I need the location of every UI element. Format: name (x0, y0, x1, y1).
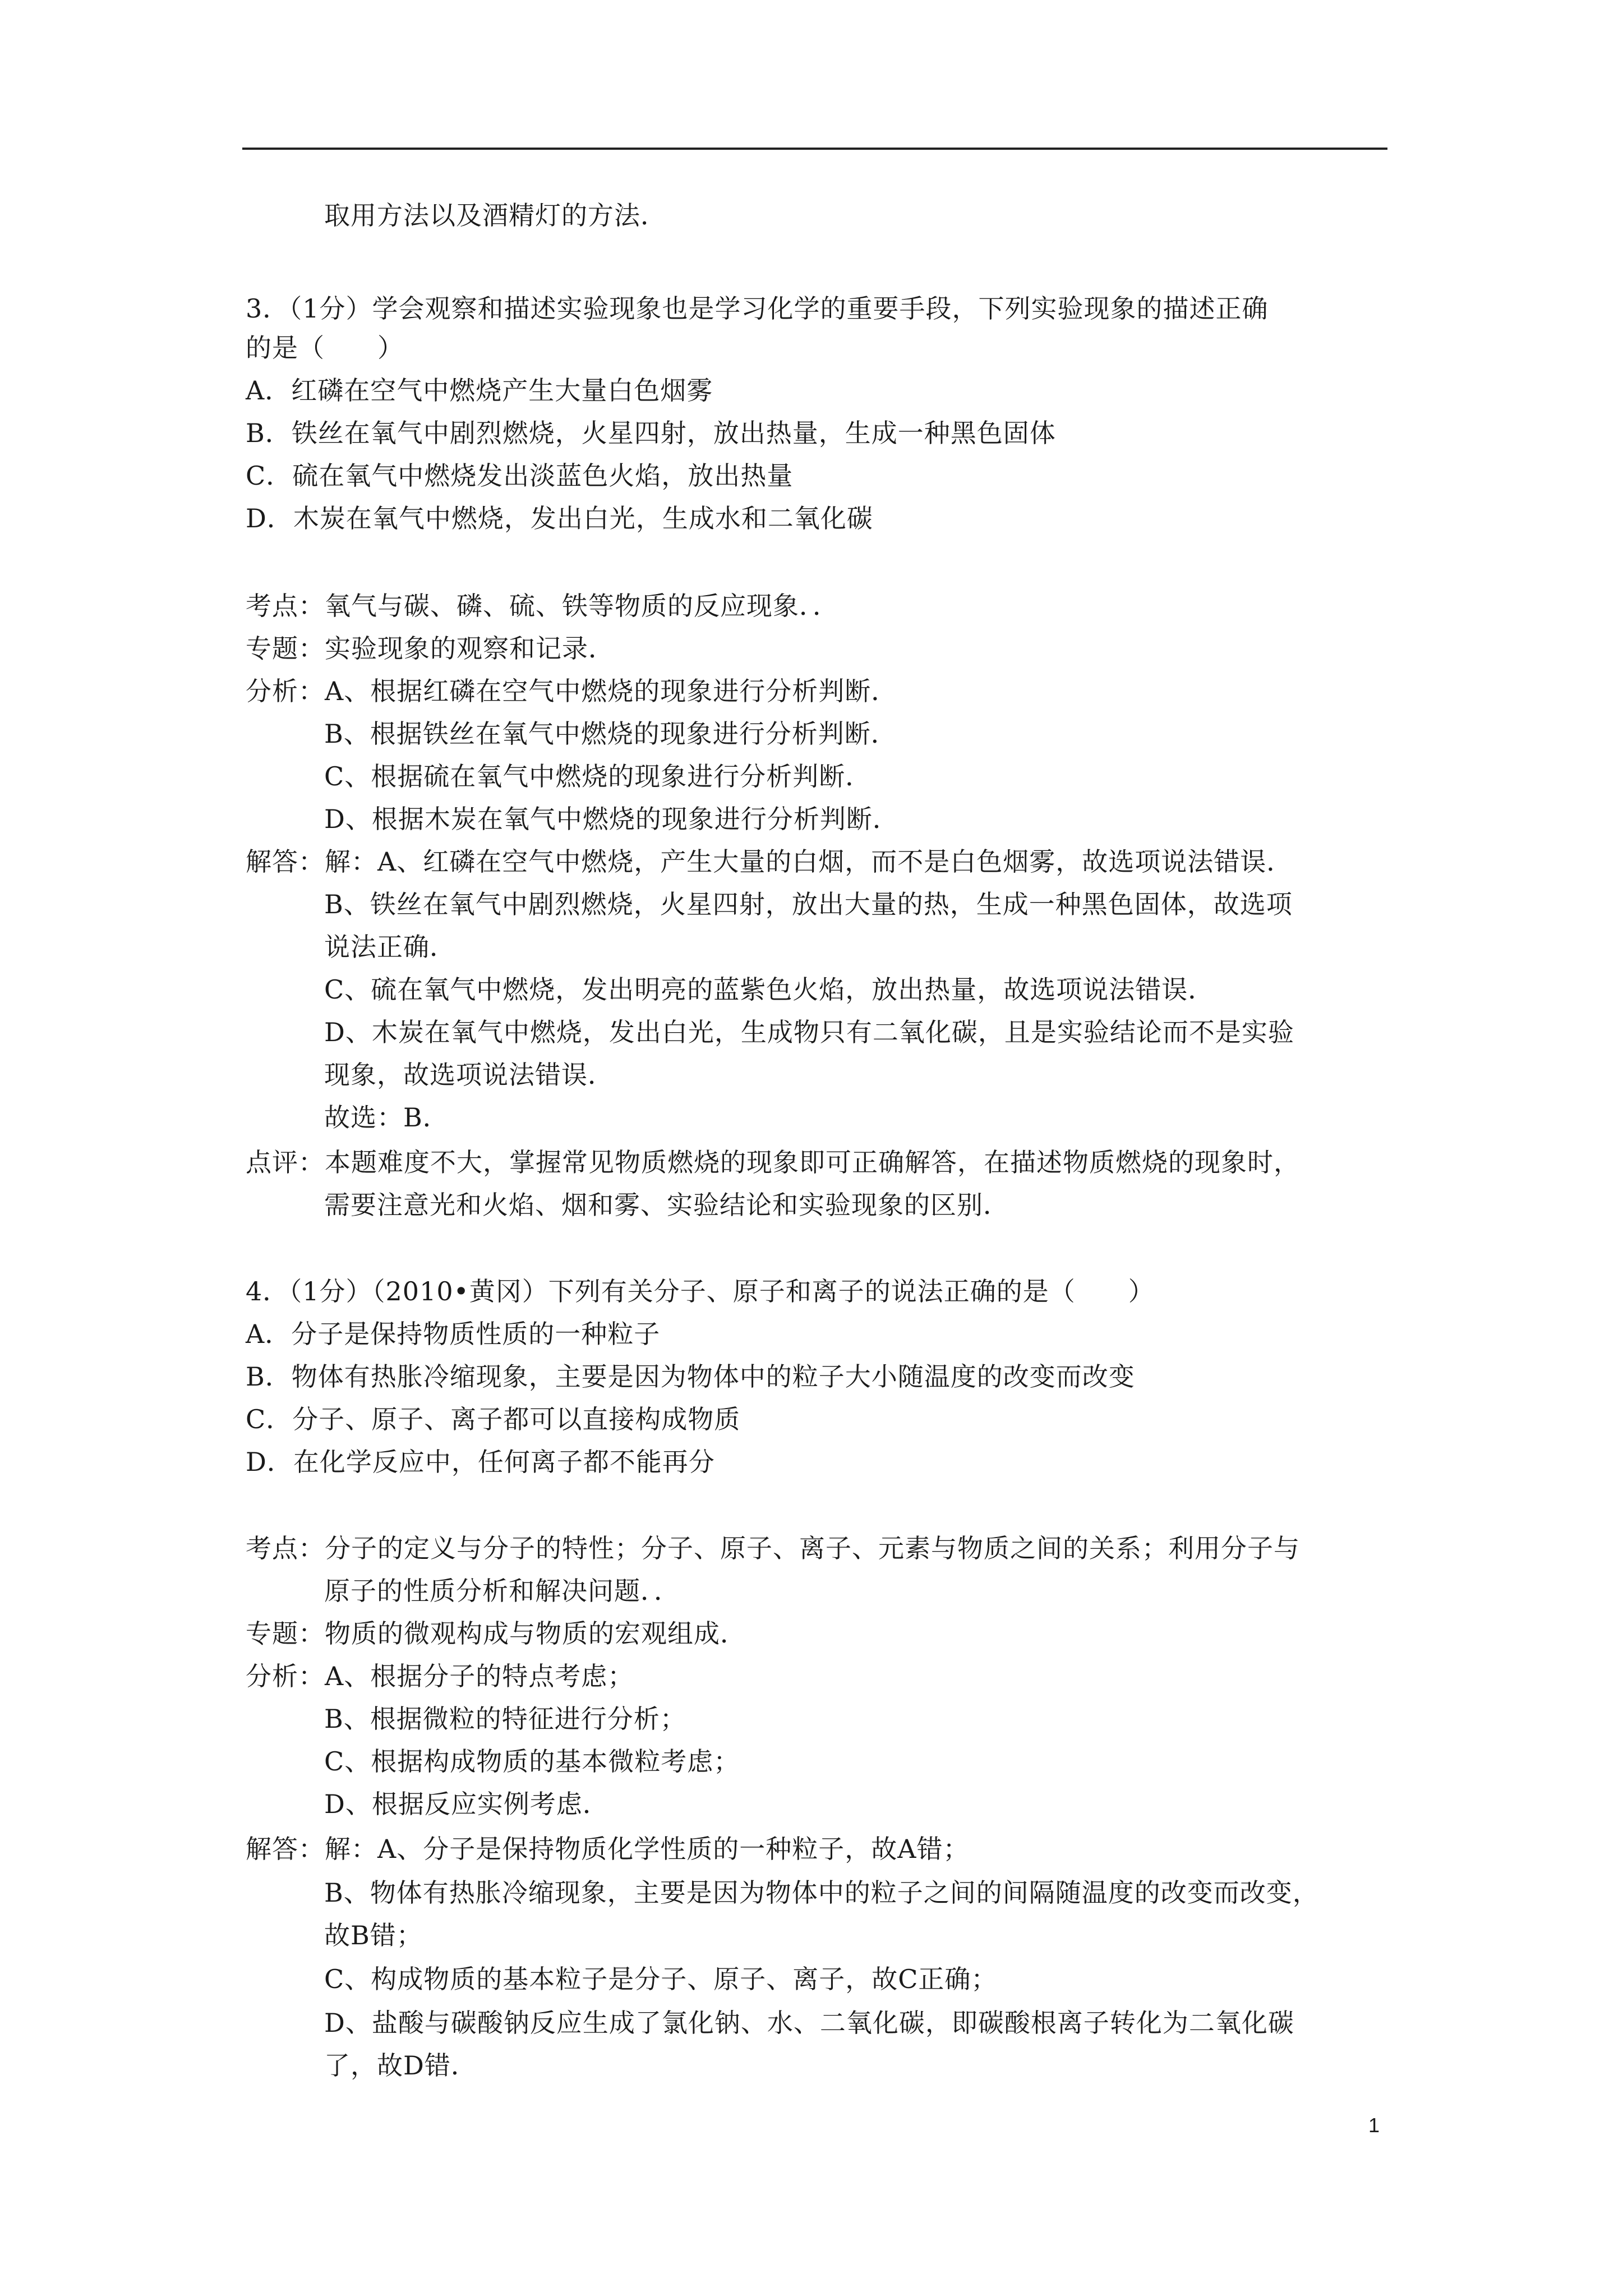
q3-jieda-line-5: D、木炭在氧气中燃烧，发出白光，生成物只有二氧化碳，且是实验结论而不是实验 (324, 1017, 1294, 1047)
q4-option-b: B．物体有热胀冷缩现象，主要是因为物体中的粒子大小随温度的改变而改变 (246, 1361, 1135, 1392)
q3-kaodian: 考点：氧气与碳、磷、硫、铁等物质的反应现象．． (246, 591, 839, 621)
q4-option-d: D．在化学反应中，任何离子都不能再分 (246, 1447, 715, 1477)
q3-option-c: C．硫在氧气中燃烧发出淡蓝色火焰，放出热量 (246, 461, 794, 491)
q4-kaodian-line-1: 考点：分子的定义与分子的特性；分子、原子、离子、元素与物质之间的关系；利用分子与 (246, 1533, 1300, 1563)
q4-kaodian-line-2: 原子的性质分析和解决问题．． (324, 1576, 680, 1606)
q4-jieda-line-2: B、物体有热胀冷缩现象，主要是因为物体中的粒子之间的间隔随温度的改变而改变， (324, 1878, 1319, 1908)
q3-jieda-line-4: C、硫在氧气中燃烧，发出明亮的蓝紫色火焰，放出热量，故选项说法错误． (324, 974, 1215, 1005)
q4-jieda-line-6: 了，故D错． (324, 2050, 477, 2081)
page-number: 1 (1368, 2114, 1380, 2137)
q4-fenxi-line-2: B、根据微粒的特征进行分析； (324, 1704, 686, 1734)
q3-fenxi-line-2: B、根据铁丝在氧气中燃烧的现象进行分析判断． (324, 719, 897, 749)
q3-zhuanti: 专题：实验现象的观察和记录． (246, 633, 615, 664)
q3-fenxi-line-3: C、根据硫在氧气中燃烧的现象进行分析判断． (324, 761, 872, 792)
q4-fenxi-line-1: 分析：A、根据分子的特点考虑； (246, 1661, 634, 1691)
q3-jieda-line-1: 解答：解：A、红磷在空气中燃烧，产生大量的白烟，而不是白色烟雾，故选项说法错误． (246, 846, 1293, 877)
q4-zhuanti: 专题：物质的微观构成与物质的宏观组成． (246, 1618, 746, 1649)
header-rule (242, 148, 1387, 150)
q3-option-b: B．铁丝在氧气中剧烈燃烧，火星四射，放出热量，生成一种黑色固体 (246, 418, 1056, 448)
q3-option-d: D．木炭在氧气中燃烧，发出白光，生成水和二氧化碳 (246, 503, 873, 533)
q3-jieda-line-2: B、铁丝在氧气中剧烈燃烧，火星四射，放出大量的热，生成一种黑色固体，故选项 (324, 889, 1293, 919)
q3-jieda-line-6: 现象，故选项说法错误． (324, 1060, 614, 1090)
q3-fenxi-line-4: D、根据木炭在氧气中燃烧的现象进行分析判断． (324, 804, 899, 834)
q4-stem: 4．（1分）（2010•黄冈）下列有关分子、原子和离子的说法正确的是（ ） (246, 1276, 1155, 1306)
q3-dianping-line-1: 点评：本题难度不大，掌握常见物质燃烧的现象即可正确解答，在描述物质燃烧的现象时， (246, 1147, 1300, 1177)
q4-jieda-line-1: 解答：解：A、分子是保持物质化学性质的一种粒子，故A错； (246, 1834, 970, 1864)
q4-jieda-line-3: 故B错； (324, 1920, 423, 1950)
q4-fenxi-line-4: D、根据反应实例考虑． (324, 1789, 609, 1819)
q3-jieda-line-7: 故选：B． (324, 1102, 449, 1133)
q4-option-c: C．分子、原子、离子都可以直接构成物质 (246, 1404, 741, 1434)
q3-dianping-line-2: 需要注意光和火焰、烟和雾、实验结论和实验现象的区别． (324, 1190, 1009, 1220)
q4-option-a: A．分子是保持物质性质的一种粒子 (246, 1319, 661, 1349)
q3-fenxi-line-1: 分析：A、根据红磷在空气中燃烧的现象进行分析判断． (246, 676, 898, 706)
intro-line: 取用方法以及酒精灯的方法． (324, 200, 667, 231)
q4-jieda-line-4: C、构成物质的基本粒子是分子、原子、离子，故C正确； (324, 1964, 998, 1994)
q3-option-a: A．红磷在空气中燃烧产生大量白色烟雾 (246, 375, 713, 406)
q4-fenxi-line-3: C、根据构成物质的基本微粒考虑； (324, 1746, 740, 1777)
q4-jieda-line-5: D、盐酸与碳酸钠反应生成了氯化钠、水、二氧化碳，即碳酸根离子转化为二氧化碳 (324, 2008, 1294, 2038)
q3-stem-line-1: 3．（1分）学会观察和描述实验现象也是学习化学的重要手段，下列实验现象的描述正确 (246, 293, 1269, 324)
q3-jieda-line-3: 说法正确． (324, 932, 456, 962)
q3-stem-line-2: 的是（ ） (246, 333, 404, 363)
